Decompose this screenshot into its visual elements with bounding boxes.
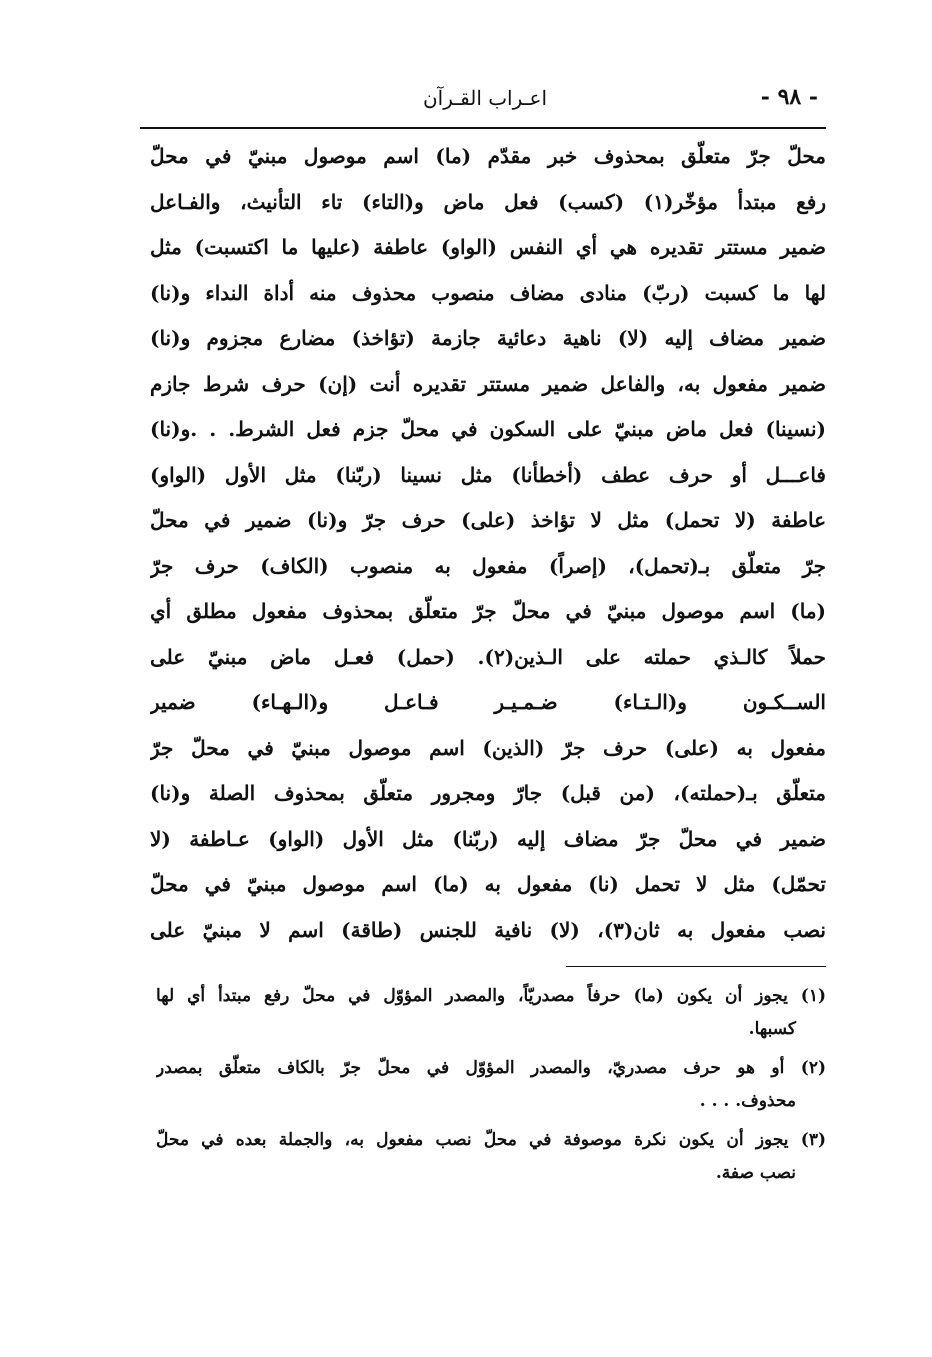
body-line: محلّ جرّ متعلّق بمحذوف خبر مقدّم (ما) اسم موصول مبنيّ في محلّ (150, 144, 826, 168)
body-line: رفع مبتدأ مؤخّر(١) (كسب) فعل ماض و(التاء) تاء التأنيث، والفـاعل (150, 189, 826, 214)
footnote-line: (١) يجوز أن يكون (ما) حرفاً مصدريّاً، والمصدر المؤوّل في محلّ رفع مبتدأ أي لها (156, 986, 826, 1006)
body-line: ضمير مضاف إليه (لا) ناهية دعائية جازمة (تؤاخذ) مضارع مجزوم و(نا) (150, 326, 826, 350)
body-line: جرّ متعلّق بـ(تحمل)، (إصراً) مفعول به منصوب (الكاف) حرف جرّ (150, 553, 826, 578)
page-header (140, 82, 826, 122)
body-line: لها ما كسبت (ربّ) منادى مضاف منصوب محذوف منه أداة النداء و(نا) (150, 280, 826, 305)
footnote-1 (156, 980, 826, 1046)
footnote-rule (566, 966, 826, 967)
footnote-3 (156, 1124, 826, 1190)
body-line: (ما) اسم موصول مبنيّ في محلّ جرّ متعلّق بمحذوف مفعول مطلق أي (150, 599, 826, 623)
body-line: ضمير مفعول به، والفاعل ضمير مستتر تقديره أنت (إن) حرف شرط جازم (150, 371, 826, 396)
footnote-line: (٣) يجوز أن يكون نكرة موصوفة في محلّ نصب مفعول به، والجملة بعده في محلّ (156, 1130, 826, 1150)
body-line: نصب مفعول به ثان(٣)، (لا) نافية للجنس (طاقة) اسم لا مبنيّ على (150, 917, 826, 942)
body-line: تحمّل) مثل لا تحمل (نا) مفعول به (ما) اسم موصول مبنيّ في محلّ (150, 872, 826, 896)
body-text (150, 134, 826, 953)
body-line: الســكـون و(الـتـاء) ضـمـيـر فـاعـل و(الـهـاء) ضمير (150, 690, 826, 714)
body-line: فاعـــل أو حرف عطف (أخطأنا) مثل نسينا (ربّنا) مثل الأول (الواو) (150, 462, 826, 487)
running-title: اعـراب القـرآن (422, 86, 548, 110)
header-rule (140, 127, 826, 129)
footnotes (156, 980, 826, 1196)
footnote-2 (156, 1052, 826, 1118)
body-line: حملاً كالـذي حملته على الـذين(٢). (حمل) فعـل ماض مبنيّ على (150, 644, 826, 669)
body-line: مفعول به (على) حرف جرّ (الذين) اسم موصول مبنيّ في محلّ جرّ (150, 735, 826, 760)
page-number: - ٩٨ - (760, 84, 818, 110)
body-line: متعلّق بـ(حملته)، (من قبل) جارّ ومجرور متعلّق بمحذوف الصلة و(نا) (150, 781, 826, 805)
footnote-line: كسبها. (748, 1019, 796, 1039)
footnote-line: (٢) أو هو حرف مصدريّ، والمصدر المؤوّل في محلّ جرّ بالكاف متعلّق بمصدر (156, 1058, 826, 1078)
footnote-line: نصب صفة. (715, 1163, 796, 1183)
body-line: (نسينا) فعل ماض مبنيّ على السكون في محلّ جزم فعل الشرط. . .و(نا) (150, 417, 826, 441)
body-line: ضمير في محلّ جرّ مضاف إليه (ربّنا) مثل الأول (الواو) عـاطفة (لا (150, 826, 826, 851)
body-line: ضمير مستتر تقديره هي أي النفس (الواو) عاطفة (عليها ما اكتسبت) مثل (150, 235, 826, 259)
footnote-line: محذوف. . . . (699, 1091, 796, 1111)
body-line: عاطفة (لا تحمل) مثل لا تؤاخذ (على) حرف جرّ و(نا) ضمير في محلّ (150, 508, 826, 532)
